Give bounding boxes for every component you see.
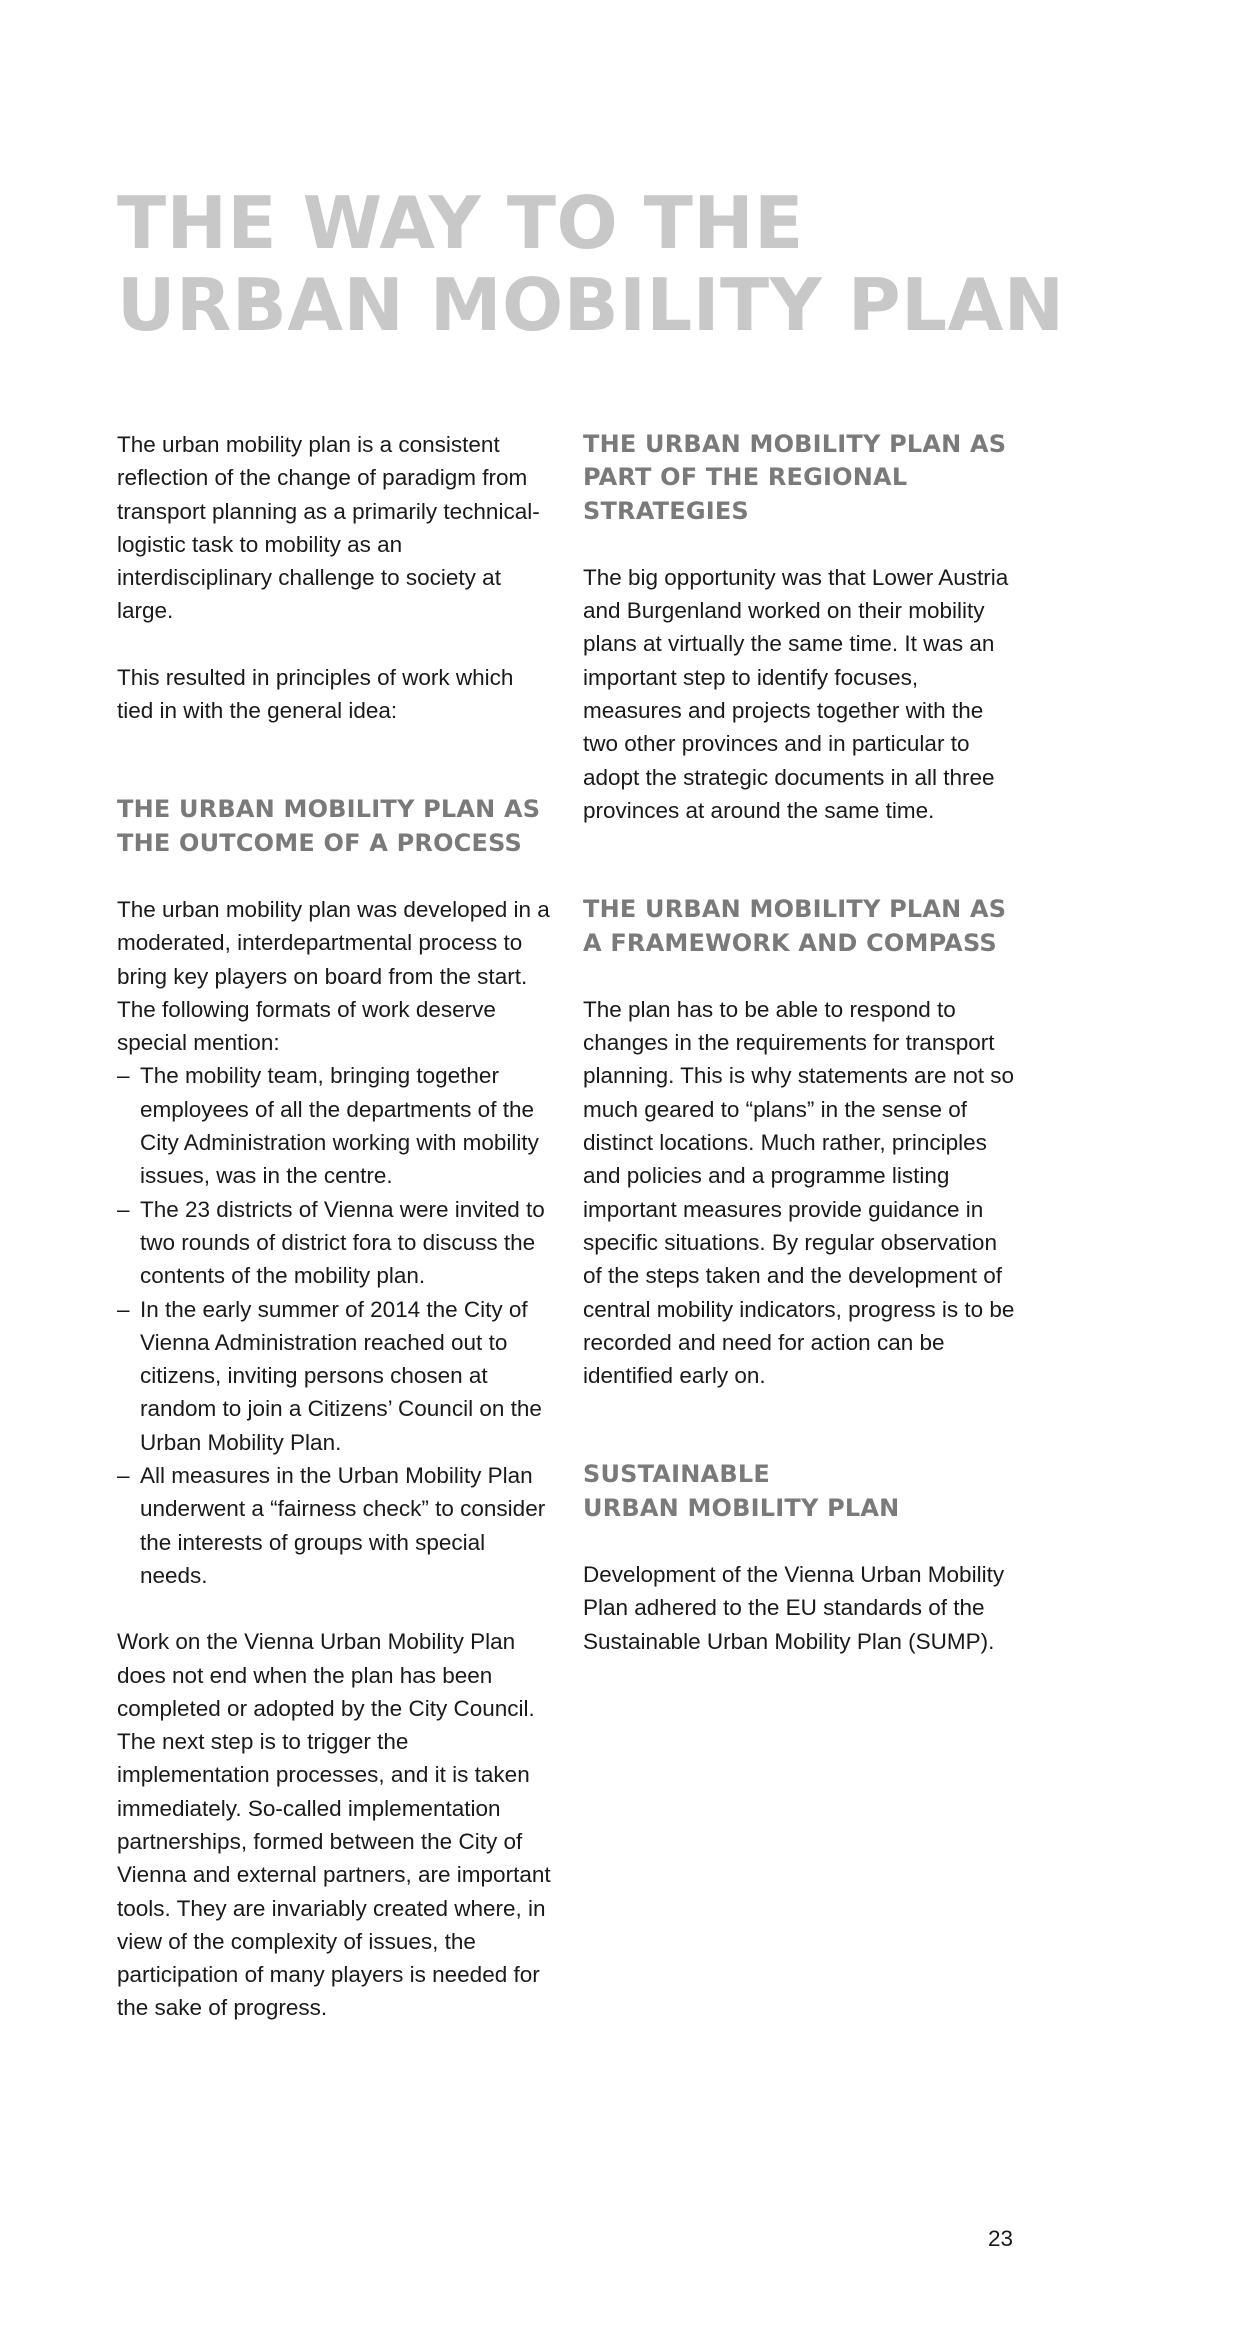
intro-paragraph: The urban mobility plan is a consistent reflection of the change of paradigm from transport planning as a primarily technical-logistic task to mobility as an interdisciplinary challenge to society at large. — [117, 432, 540, 624]
section-heading-regional: THE URBAN MOBILITY PLAN AS PART OF THE REGIONAL STRATEGIES — [583, 430, 1007, 525]
page-title-line-1: THE WAY TO THE — [117, 181, 804, 265]
page-number: 23 — [988, 2226, 1014, 2251]
list-item: – The mobility team, bringing together employees of all the departments of the City Administration working with mobility issues, was in the centre. — [117, 1059, 552, 1192]
sump-heading-line-1: SUSTAINABLE — [583, 1460, 770, 1489]
section-heading-sump — [583, 1458, 1018, 1525]
list-item: – The 23 districts of Vienna were invited to two rounds of district fora to discuss the contents of the mobility plan. — [117, 1193, 552, 1293]
section-heading-process: THE URBAN MOBILITY PLAN AS THE OUTCOME OF A PROCESS — [117, 795, 541, 857]
regional-paragraph: The big opportunity was that Lower Austria and Burgenland worked on their mobility plans at virtually the same time. It was an important step to identify focuses, measures and projects together with the two other provinces and in particular to adopt the strategic documents in all three provinces at around the same time. — [583, 564, 1009, 823]
page-title-line-2: URBAN MOBILITY PLAN — [117, 263, 1065, 347]
section-heading-framework: THE URBAN MOBILITY PLAN AS A FRAMEWORK AND COMPASS — [583, 895, 1007, 957]
work-formats-list — [117, 1059, 552, 1592]
process-paragraph: The urban mobility plan was developed in a moderated, interdepartmental process to bring key players on board from the start. The following formats of work deserve special mention: — [117, 896, 550, 1056]
list-item: – All measures in the Urban Mobility Plan underwent a “fairness check” to consider the interests of groups with special needs. — [117, 1459, 552, 1592]
framework-paragraph: The plan has to be able to respond to changes in the requirements for transport planning. This is why statements are not so much geared to “plans” in the sense of distinct locations. Much rather, principles and policies and a programme listing important measures provide guidance in specific situations. By regular observation of the steps taken and the development of central mobility indicators, progress is to be recorded and need for action can be identified early on. — [583, 996, 1015, 1389]
right-column — [583, 428, 1018, 1658]
sump-heading-line-2: URBAN MOBILITY PLAN — [583, 1493, 900, 1522]
implementation-paragraph: Work on the Vienna Urban Mobility Plan does not end when the plan has been completed or adopted by the City Council. The next step is to trigger the implementation processes, and it is taken immediately. So-called implementation partnerships, formed between the City of Vienna and external partners, are important tools. They are invariably created where, in view of the complexity of issues, the participation of many players is needed for the sake of progress. — [117, 1629, 551, 2021]
sump-paragraph: Development of the Vienna Urban Mobility Plan adhered to the EU standards of the Sustainable Urban Mobility Plan (SUMP). — [583, 1562, 1005, 1654]
principles-paragraph: This resulted in principles of work which tied in with the general idea: — [117, 664, 514, 724]
left-column — [117, 428, 552, 2025]
list-item: – In the early summer of 2014 the City of Vienna Administration reached out to citizens, inviting persons chosen at random to join a Citizens’ Council on the Urban Mobility Plan. — [117, 1293, 552, 1459]
page-title — [117, 182, 1064, 346]
